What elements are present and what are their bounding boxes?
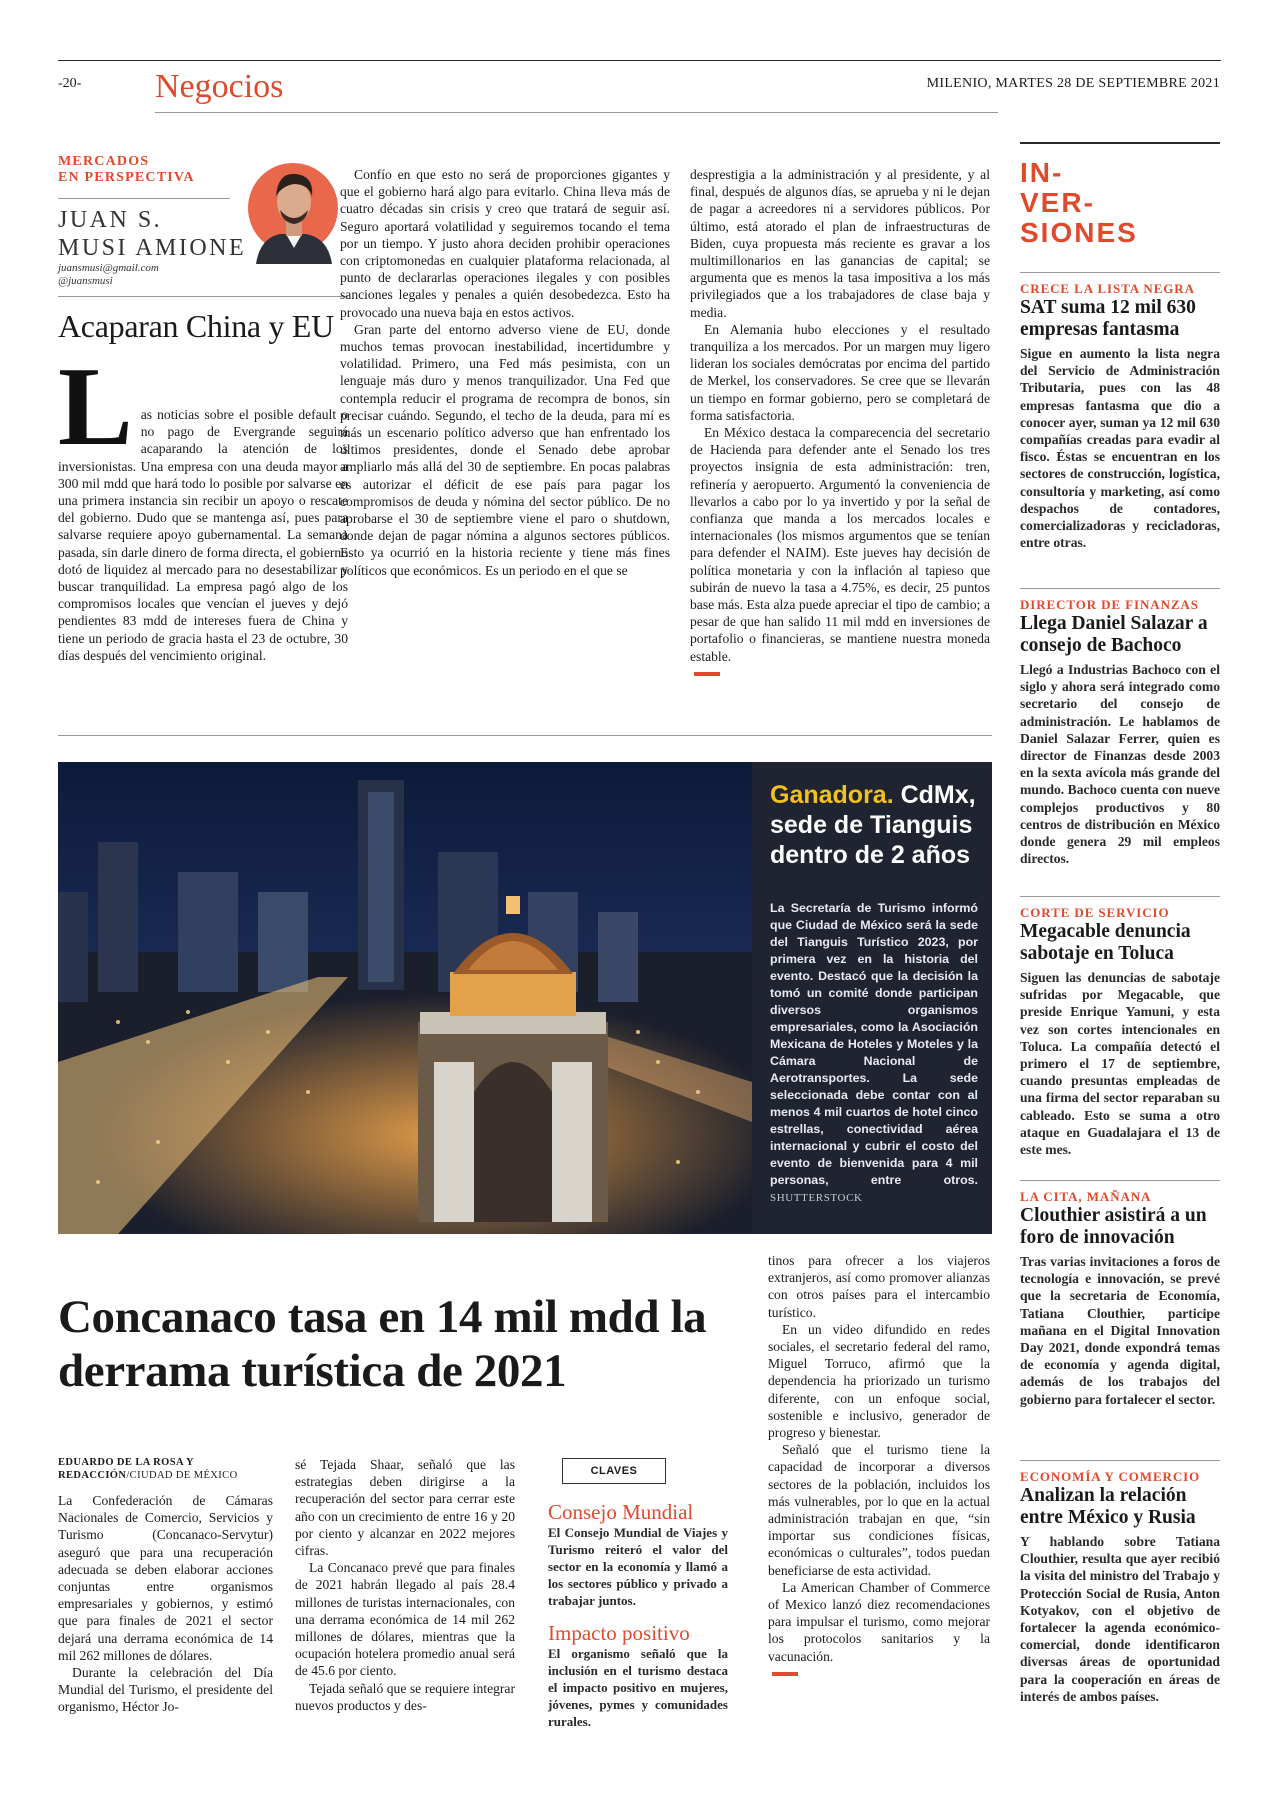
byline xyxy=(58,1456,273,1482)
column-col-2 xyxy=(340,166,670,579)
byline-place: /CIUDAD DE MÉXICO xyxy=(126,1470,238,1481)
main-col-4-p4: La American Chamber of Commerce of Mexico lanzó diez recomendaciones para impulsar el turismo, como mejorar los protocolos sanitarios y la vacunación. xyxy=(768,1579,990,1664)
author-line-1: JUAN S. xyxy=(58,207,163,233)
mid-rule xyxy=(58,735,992,736)
main-col-2-p3: Tejada señaló que se requiere integrar nuevos productos y des- xyxy=(295,1680,515,1713)
kicker-line-1: MERCADOS xyxy=(58,154,150,169)
sidebar-item-1 xyxy=(1020,272,1220,551)
kicker-line-2: EN PERSPECTIVA xyxy=(58,170,195,185)
sidebar-item-2 xyxy=(1020,588,1220,867)
main-col-1-p1: La Confederación de Cámaras Nacionales de Comercio, Servicios y Turismo (Concanaco-Servytur) aseguró que para una recuperación adecuada se deben elaborar acciones conjuntas entre organismos empresariales y gobiernos, y estimó que para finales de 2021 el sector dejará una derrama económica de 14 mil 262 millones de dólares. xyxy=(58,1493,273,1663)
claves-item-1-title: Consejo Mundial xyxy=(548,1500,694,1524)
column-col-3-p2: En Alemania hubo elecciones y el resultado tranquiliza a los mercados. Por un margen muy ligero lideran los sociales demócratas por encima del partido de Merkel, los conservadores. Se cree que se llevarán un tiempo en formar gobierno, pero se completará de forma satisfactoria. xyxy=(690,321,990,423)
section-title: Negocios xyxy=(155,68,284,105)
sidebar-headline: Analizan la relación entre México y Rusia xyxy=(1020,1485,1196,1528)
sidebar-title-line-2: VER- xyxy=(1020,187,1095,218)
sidebar-kicker: DIRECTOR DE FINANZAS xyxy=(1020,597,1199,612)
main-col-4 xyxy=(768,1252,990,1683)
city-photo xyxy=(58,762,752,1234)
photo-caption-box xyxy=(752,762,992,1234)
main-col-4-p3: Señaló que el turismo tiene la capacidad de incorporar a diversos sectores de la población, incluidos los más vulnerables, por lo que en la actual administración trabajan en que, “sin importar sus condiciones físicas, económicas o culturales”, todos puedan beneficiarse de esta actividad. xyxy=(768,1442,990,1578)
column-col-1 xyxy=(58,345,348,664)
author-portrait-icon xyxy=(246,150,342,264)
sidebar-item-4 xyxy=(1020,1180,1220,1408)
author-contacts xyxy=(58,262,159,288)
main-col-2-p2: La Concanaco prevé que para finales de 2021 habrán llegado al país 28.4 millones de turistas internacionales, con una derrama económica de 14 mil 262 millones de dólares, mientras que la ocupación hotelera promedio anual será de 45.6 por ciento. xyxy=(295,1560,515,1679)
column-col-1-text: as noticias sobre el posible default o no pago de Evergrande seguirá acaparando la atención de los inversionistas. Una empresa con una deuda mayor a 300 mil mdd que hará todo lo posible por salvarse en una primera instancia sin recibir un apoyo o rescate del gobierno. Dudo que se mantenga así, pues para salvarse requiere apoyo gubernamental. La semana pasada, sin darle dinero de forma directa, el gobierno dotó de liquidez al mercado para no desestabilizar y buscar tranquilidad. La empresa pagó algo de los compromisos locales que vencían el jueves y dejó pendientes 83 mdd de intereses fuera de China y tiene un periodo de gracia hasta el 23 de octubre, 30 días después del vencimiento original. xyxy=(58,407,348,663)
sidebar-top-rule xyxy=(1020,142,1220,144)
main-col-2 xyxy=(295,1456,515,1714)
sidebar-headline: SAT suma 12 mil 630 empresas fantasma xyxy=(1020,297,1196,340)
column-col-3 xyxy=(690,166,990,683)
sidebar-body: Llegó a Industrias Bachoco con el siglo y ahora será integrado como secretario del consejo de administración. Le hablamos de Daniel Salazar Ferrer, quien es director de Finanzas desde 2003 en la sexta avícola más grande del mundo. Bachoco cuenta con nueve complejos productivos y 80 centros de distribución en México donde genera 29 mil empleos directos. xyxy=(1020,662,1220,867)
main-col-4-p2: En un video difundido en redes sociales, el secretario federal del ramo, Miguel Torruco, afirmó que la dependencia ha priorizado un turismo diferente, con un enfoque social, sostenible e inclusivo, generador de progreso y bienestar. xyxy=(768,1321,990,1441)
title-rule xyxy=(58,296,348,297)
top-rule xyxy=(58,60,1221,61)
sidebar-item-5 xyxy=(1020,1460,1220,1705)
sidebar-kicker: CRECE LA LISTA NEGRA xyxy=(1020,281,1195,296)
column-col-2-p2: Gran parte del entorno adverso viene de EU, donde muchos temas provocan inestabilidad, incertidumbre y volatilidad. Primero, una Fed más pesimista, con un lenguaje más duro y menos tranquilizador. Una Fed que contempla reducir el programa de recompra de bonos, sin precisar cuándo. Segundo, el techo de la deuda, para mí es más un escenario político adverso que han enfrentado los últimos presidentes, donde el Senado debe aprobar ampliarlo más allá del 30 de septiembre. En pocas palabras es autorizar el déficit de ese país para pagar los compromisos de deuda y nómina del sector público. De no aprobarse el 30 de septiembre viene el paro o shutdown, donde dejan de pagar nómina a algunos sectores públicos. Esto ya ocurrió en la historia reciente y tiene más fines políticos que económicos. Es un periodo en el que se xyxy=(340,321,670,578)
sidebar-body: Siguen las denuncias de sabotaje sufridas por Megacable, que preside Enrique Yamuni, y esta vez son cortes intencionales en Toluca. La compañía detectó el primero el 17 de septiembre, cuando presuntas empleadas de una firma del sector reparaban su cableado. Esto se suma a otro ataque en Guadalajara el 13 de este mes. xyxy=(1020,970,1220,1158)
claves-box xyxy=(548,1452,728,1730)
caption-text-block xyxy=(770,900,978,1207)
main-end-mark xyxy=(772,1672,798,1676)
sidebar-rule xyxy=(1020,1460,1220,1461)
photo-credit: SHUTTERSTOCK xyxy=(770,1192,863,1204)
column-col-3-p1: desprestigia a la administración y al presidente, y al final, después de algunos días, se aprueba y ni le dejan de pagar a acreedores ni a servidores públicos. Por último, está atorado el plan de infraestructuras de Biden, cuya propuesta más reciente es gravar a los multimillonarios en las ganancias de capital; se argumenta que es menos la tasa impositiva a los más privilegiados que a los trabajadores de clase baja y media. xyxy=(690,167,990,320)
byline-author: EDUARDO DE LA ROSA Y REDACCIÓN xyxy=(58,1457,194,1481)
caption-headline xyxy=(770,780,980,870)
column-title: Acaparan China y EU xyxy=(58,308,334,344)
sidebar-kicker: LA CITA, MAÑANA xyxy=(1020,1189,1152,1204)
claves-item-1-text: El Consejo Mundial de Viajes y Turismo reiteró el valor del sector en la economía y llamó a los sectores público y privado a trabajar juntos. xyxy=(548,1525,728,1608)
column-author xyxy=(58,206,246,262)
sidebar-rule xyxy=(1020,1180,1220,1181)
sidebar-kicker: ECONOMÍA Y COMERCIO xyxy=(1020,1469,1201,1484)
author-email[interactable]: juansmusi@gmail.com xyxy=(58,262,159,274)
claves-item-2-title: Impacto positivo xyxy=(548,1621,690,1645)
sidebar-rule xyxy=(1020,588,1220,589)
main-headline: Concanaco tasa en 14 mil mdd la derrama turística de 2021 xyxy=(58,1291,707,1397)
drop-cap: L xyxy=(58,345,133,469)
city-night-photo-icon xyxy=(58,762,752,1234)
sidebar-headline: Clouthier asistirá a un foro de innovación xyxy=(1020,1205,1207,1248)
author-portrait xyxy=(246,150,342,264)
author-handle[interactable]: @juansmusi xyxy=(58,275,113,287)
sidebar-title-line-1: IN- xyxy=(1020,157,1064,188)
caption-headline-text: CdMx, sede de Tianguis dentro de 2 años xyxy=(770,781,976,869)
section-rule xyxy=(155,112,998,113)
sidebar-body: Tras varias invitaciones a foros de tecnología e innovación, se prevé que la secretaria de Economía, Tatiana Clouthier, participe mañana en el Digital Innovation Day 2021, donde expondrá temas de economía y agenda digital, además de los trabajos del gobierno para fortalecer el sector. xyxy=(1020,1254,1220,1407)
dateline: MILENIO, MARTES 28 DE SEPTIEMBRE 2021 xyxy=(926,76,1220,91)
main-col-2-p1: sé Tejada Shaar, señaló que las estrategias deben dirigirse a la recuperación del sector para cerrar este año con un crecimiento de entre 16 y 20 por ciento y alcanzar en 2022 mejores cifras. xyxy=(295,1457,515,1559)
sidebar-kicker: CORTE DE SERVICIO xyxy=(1020,905,1170,920)
main-col-1-p2: Durante la celebración del Día Mundial del Turismo, el presidente del organismo, Héctor Jo- xyxy=(58,1665,273,1715)
sidebar-rule xyxy=(1020,896,1220,897)
main-col-1 xyxy=(58,1456,273,1716)
sidebar-item-3 xyxy=(1020,896,1220,1158)
column-col-2-p1: Confío en que esto no será de proporciones gigantes y que el gobierno hará algo para evitarlo. China lleva más de cuatro décadas sin crisis y creo que tratará de seguir así. Seguro aportará volatilidad y seguiremos tocando el tema por un tiempo. Y justo ahora deciden prohibir operaciones con criptomonedas en cualquier plataforma relacionada, al punto de declararlas operaciones ilegales y con posibles sanciones legales y penales a quién desobedezca. Esto ha provocado una nueva baja en estos activos. xyxy=(340,167,670,320)
sidebar-body: Sigue en aumento la lista negra del Servicio de Administración Tributaria, pues con las 48 empresas fantasma que dio a conocer ayer, suman ya 12 mil 630 compañías creadas para evadir al fisco. Éstas se encuentran en los sectores de construcción, logística, consultoría y marketing, así como despachos de contadores, comercializadoras y recicladoras, entre otras. xyxy=(1020,346,1220,551)
sidebar-body: Y hablando sobre Tatiana Clouthier, resulta que ayer recibió la visita del ministro del Trabajo y Protección Social de Rusia, Anton Kotyakov, con el objetivo de fortalecer la agenda económico-comercial, donde identificaron diversas áreas de oportunidad para la cooperación en áreas de interés de ambos países. xyxy=(1020,1534,1220,1704)
sidebar-title-line-3: SIONES xyxy=(1020,217,1138,248)
sidebar-headline: Megacable denuncia sabotaje en Toluca xyxy=(1020,921,1191,964)
sidebar-headline: Llega Daniel Salazar a consejo de Bachoco xyxy=(1020,613,1208,656)
author-line-2: MUSI AMIONE xyxy=(58,235,247,261)
page-number: -20- xyxy=(58,76,82,91)
caption-headline-accent: Ganadora. xyxy=(770,781,894,809)
sidebar-title xyxy=(1020,158,1138,248)
caption-body: La Secretaría de Turismo informó que Ciudad de México será la sede del Tianguis Turístico 2023, por primera vez en la historia del evento. Destacó que la decisión la tomó un comité donde participan diversos organismos empresariales, como la Asociación Mexicana de Hoteles y Moteles y la Cámara Nacional de Aerotransportes. La sede seleccionada debe contar con al menos 4 mil cuartos de hotel cinco estrellas, conectividad aérea internacional y cubrir el costo del evento de bienvenida para 4 mil personas, entre otros. xyxy=(770,901,978,1187)
kicker-rule xyxy=(58,198,230,199)
claves-label: CLAVES xyxy=(562,1458,666,1484)
column-kicker xyxy=(58,154,238,186)
main-col-4-p1: tinos para ofrecer a los viajeros extranjeros, así como promover alianzas con otros países para el intercambio turístico. xyxy=(768,1253,990,1320)
claves-item-2-text: El organismo señaló que la inclusión en el turismo destaca el impacto positivo en mujeres, jóvenes, pymes y comunidades rurales. xyxy=(548,1646,728,1729)
end-mark xyxy=(694,672,720,676)
column-col-3-p3: En México destaca la comparecencia del secretario de Hacienda para defender ante el Senado los tres proyectos insignia de esta administración: tren, refinería y aeropuerto. Argumentó la conveniencia de llevarlos a cabo por lo ya invertido y por la señal de confianza que manda a los mercados locales e internacionales (los mismos argumentos que se tenían para defender el NAIM). Este jueves hay decisión de política monetaria y con la inflación al tapieso que subirán de nuevo la tasa a 4.75%, es decir, 25 puntos base más. Esta alza puede apreciar el tipo de cambio; a pesar de que han salido 11 mil mdd en inversiones de portafolio o financieras, se mantiene nuestra moneda estable. xyxy=(690,425,990,664)
sidebar-rule xyxy=(1020,272,1220,273)
